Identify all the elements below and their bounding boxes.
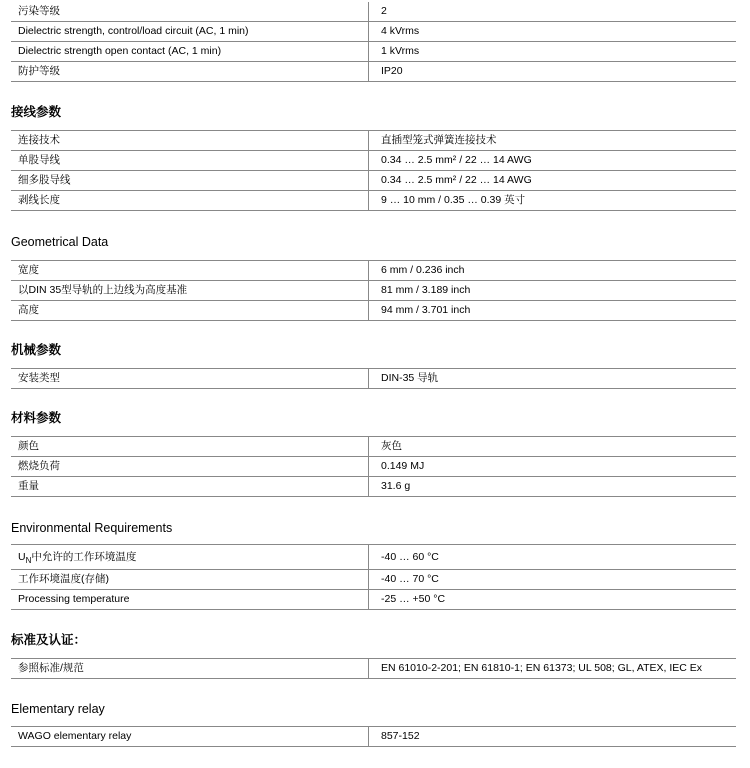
table-row	[11, 191, 736, 211]
label-prefix: U	[18, 551, 26, 563]
row-label: 单股导线	[18, 154, 60, 166]
row-label: 安装类型	[18, 372, 60, 384]
row-value: 6 mm / 0.236 inch	[381, 264, 465, 276]
row-label: 高度	[18, 304, 39, 316]
row-label	[18, 551, 136, 564]
row-label: Dielectric strength open contact (AC, 1 min)	[18, 45, 222, 57]
row-value: -25 … +50 °C	[381, 593, 446, 605]
table-row	[11, 22, 736, 42]
row-label: 重量	[18, 480, 39, 492]
table-row	[11, 590, 736, 610]
row-value: IP20	[381, 65, 403, 77]
row-value: -40 … 60 °C	[381, 551, 439, 563]
table-row	[11, 726, 736, 747]
row-value: 0.34 … 2.5 mm² / 22 … 14 AWG	[381, 154, 532, 166]
table-row	[11, 62, 736, 82]
table-row	[11, 151, 736, 171]
row-value: 4 kVrms	[381, 25, 420, 37]
table-row	[11, 477, 736, 497]
table-row	[11, 457, 736, 477]
table-row	[11, 2, 736, 22]
row-value: 直插型笼式弹簧连接技术	[381, 134, 497, 146]
section-title-environment: Environmental Requirements	[11, 521, 173, 535]
row-value: 2	[381, 5, 387, 17]
row-label: 连接技术	[18, 134, 60, 146]
row-label: Processing temperature	[18, 593, 130, 605]
section-title-mechanical: 机械参数	[11, 343, 62, 357]
label-subscript: N	[25, 556, 32, 565]
section-title-geometry: Geometrical Data	[11, 235, 109, 249]
table-row	[11, 544, 736, 570]
row-label: Dielectric strength, control/load circuit (AC, 1 min)	[18, 25, 249, 37]
table-row	[11, 42, 736, 62]
row-value: EN 61010-2-201; EN 61810-1; EN 61373; UL 508; GL, ATEX, IEC Ex	[381, 662, 703, 674]
label-rest: 中允许的工作环境温度	[31, 551, 137, 563]
row-value: 9 … 10 mm / 0.35 … 0.39 英寸	[381, 194, 526, 206]
row-value: 31.6 g	[381, 480, 411, 492]
table-row	[11, 130, 736, 151]
table-row	[11, 436, 736, 457]
row-label: 颜色	[18, 440, 39, 452]
table-row	[11, 171, 736, 191]
row-label: 污染等级	[18, 5, 60, 17]
row-label: 以DIN 35型导轨的上边线为高度基准	[18, 284, 188, 296]
row-label: 工作环境温度(存储)	[18, 573, 109, 585]
row-label: 燃烧负荷	[18, 460, 60, 472]
row-label: 细多股导线	[18, 174, 71, 186]
row-value: 1 kVrms	[381, 45, 420, 57]
row-value: 857-152	[381, 730, 420, 742]
section-title-wiring: 接线参数	[11, 105, 62, 119]
table-row	[11, 260, 736, 281]
section-title-relay: Elementary relay	[11, 702, 105, 716]
table-row	[11, 368, 736, 389]
row-value: 灰色	[381, 440, 402, 452]
row-label: 宽度	[18, 264, 39, 276]
table-row	[11, 570, 736, 590]
row-label: WAGO elementary relay	[18, 730, 132, 742]
table-row	[11, 658, 736, 679]
table-row	[11, 281, 736, 301]
row-value: -40 … 70 °C	[381, 573, 439, 585]
row-label: 剥线长度	[18, 194, 60, 206]
row-value: 94 mm / 3.701 inch	[381, 304, 471, 316]
row-value: DIN-35 导轨	[381, 372, 439, 384]
section-title-material: 材料参数	[11, 411, 62, 425]
row-value: 0.149 MJ	[381, 460, 425, 472]
table-row	[11, 301, 736, 321]
row-label: 防护等级	[18, 65, 60, 77]
row-value: 0.34 … 2.5 mm² / 22 … 14 AWG	[381, 174, 532, 186]
section-title-standards: 标准及认证：	[11, 633, 87, 647]
row-value: 81 mm / 3.189 inch	[381, 284, 471, 296]
row-label: 参照标准/规范	[18, 662, 84, 674]
